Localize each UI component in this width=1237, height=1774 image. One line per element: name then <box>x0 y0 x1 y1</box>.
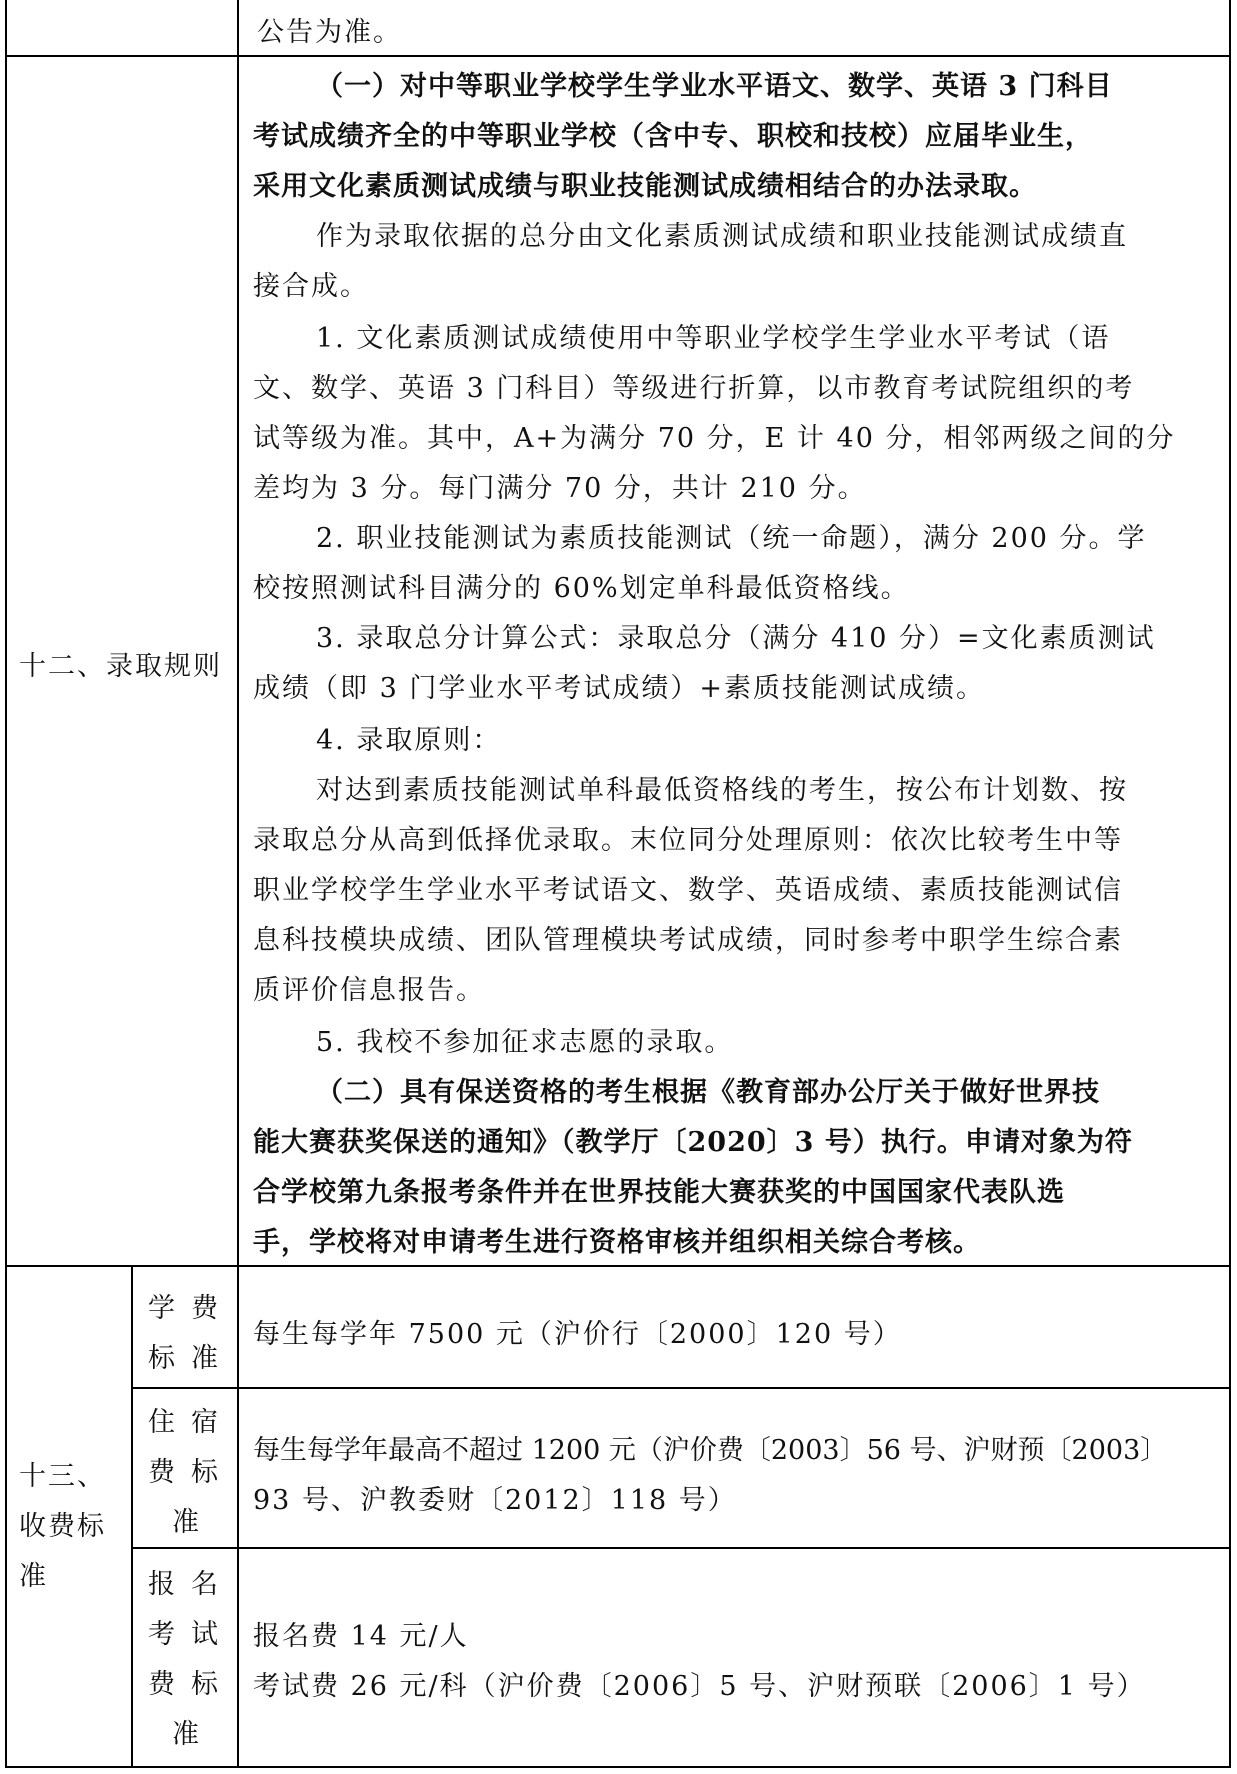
fee-sublabel-line2: 考试 <box>148 1619 234 1650</box>
rule12-item2-line1: 2. 职业技能测试为素质技能测试（统一命题），满分 200 分。学 <box>316 523 1147 554</box>
rule12-item1-line3: 试等级为准。其中，A+为满分 70 分，E 计 40 分，相邻两级之间的分 <box>253 423 1176 454</box>
rule13-label-line1: 十三、 <box>19 1461 106 1492</box>
rule12-item4-para-line5: 质评价信息报告。 <box>253 975 485 1006</box>
dorm-content-line1: 每生每学年最高不超过 1200 元（沪价费〔2003〕56 号、沪财预〔2003〕 <box>253 1435 1168 1466</box>
table-border-right <box>1229 0 1231 1768</box>
tuition-sublabel-line2: 标准 <box>148 1343 234 1374</box>
tuition-sublabel-line1: 学费 <box>148 1293 234 1324</box>
rule12-item1-line1: 1. 文化素质测试成绩使用中等职业学校学生学业水平考试（语 <box>316 323 1111 354</box>
tuition-content: 每生每学年 7500 元（沪价行〔2000〕120 号） <box>253 1319 902 1350</box>
rule12-para3-line4: 手，学校将对申请考生进行资格审核并组织相关综合考核。 <box>253 1227 981 1258</box>
fee-content-line2: 考试费 26 元/科（沪价费〔2006〕5 号、沪财预联〔2006〕1 号） <box>253 1671 1146 1702</box>
row-divider-tuition <box>131 1387 1231 1389</box>
rule12-item4-para-line1: 对达到素质技能测试单科最低资格线的考生，按公布计划数、按 <box>316 775 1128 806</box>
fee-sublabel-line1: 报名 <box>148 1569 234 1600</box>
rule12-item4-para-line3: 职业学校学生学业水平考试语文、数学、英语成绩、素质技能测试信 <box>253 875 1123 906</box>
dorm-sublabel-line1: 住宿 <box>148 1407 234 1438</box>
rule12-label: 十二、录取规则 <box>19 651 222 682</box>
label-column-divider <box>237 0 239 1768</box>
rule13-label-line2: 收费标 <box>19 1511 106 1542</box>
row-divider-dorm <box>131 1547 1231 1549</box>
dorm-sublabel-line2: 费标 <box>148 1457 234 1488</box>
dorm-content-line2: 93 号、沪教委财〔2012〕118 号） <box>253 1485 737 1516</box>
sublabel-column-divider <box>131 1265 133 1768</box>
rule12-para1-line2: 考试成绩齐全的中等职业学校（含中专、职校和技校）应届毕业生， <box>253 121 1093 152</box>
rule12-item3-line2: 成绩（即 3 门学业水平考试成绩）+素质技能测试成绩。 <box>253 673 985 704</box>
rule12-para3-line2: 能大赛获奖保送的通知》（教学厅〔2020〕3 号）执行。申请对象为符 <box>253 1127 1133 1158</box>
rule12-item3-line1: 3. 录取总分计算公式：录取总分（满分 410 分）=文化素质测试 <box>316 623 1156 654</box>
table-border-bottom <box>5 1766 1231 1768</box>
row-divider-rule13 <box>5 1265 1231 1267</box>
rule12-item4-para-line4: 息科技模块成绩、团队管理模块考试成绩，同时参考中职学生综合素 <box>253 925 1123 956</box>
rule12-item4-line1: 4. 录取原则： <box>316 725 502 756</box>
rule12-para3-line1: （二）具有保送资格的考生根据《教育部办公厅关于做好世界技 <box>316 1077 1100 1108</box>
fee-content-line1: 报名费 14 元/人 <box>253 1621 469 1652</box>
rule12-para3-line3: 合学校第九条报考条件并在世界技能大赛获奖的中国国家代表队选 <box>253 1177 1065 1208</box>
rule12-para1-line3: 采用文化素质测试成绩与职业技能测试成绩相结合的办法录取。 <box>253 171 1037 202</box>
rule12-item2-line2: 校按照测试科目满分的 60%划定单科最低资格线。 <box>253 573 910 604</box>
dorm-sublabel-line3: 准 <box>172 1507 215 1538</box>
rule12-para1-line1: （一）对中等职业学校学生学业水平语文、数学、英语 3 门科目 <box>316 71 1113 102</box>
fee-sublabel-line3: 费标 <box>148 1669 234 1700</box>
top-row-text: 公告为准。 <box>257 17 402 48</box>
rule12-item4-para-line2: 录取总分从高到低择优录取。末位同分处理原则：依次比较考生中等 <box>253 825 1123 856</box>
table-border-left <box>5 0 7 1768</box>
rule12-item1-line4: 差均为 3 分。每门满分 70 分，共计 210 分。 <box>253 473 867 504</box>
fee-sublabel-line4: 准 <box>172 1719 215 1750</box>
rule12-para2-line2: 接合成。 <box>253 271 369 302</box>
rule12-item5-line1: 5. 我校不参加征求志愿的录取。 <box>316 1027 734 1058</box>
rule13-label-line3: 准 <box>19 1561 48 1592</box>
rule12-item1-line2: 文、数学、英语 3 门科目）等级进行折算，以市教育考试院组织的考 <box>253 373 1135 404</box>
rule12-para2-line1: 作为录取依据的总分由文化素质测试成绩和职业技能测试成绩直 <box>316 221 1128 252</box>
row-divider-top <box>5 55 1231 57</box>
